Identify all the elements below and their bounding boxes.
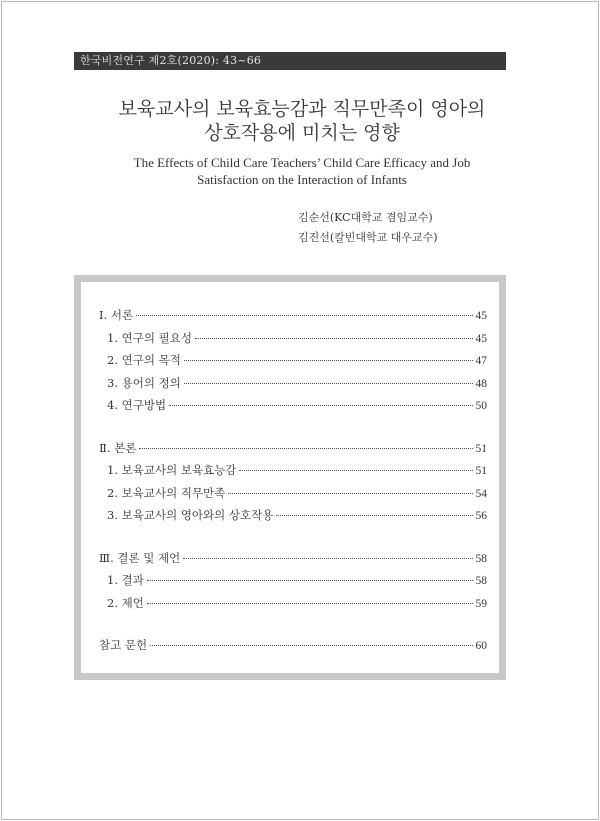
toc-page-number: 54 [475,487,487,500]
page [1,1,599,820]
korean-title-line-1: 보육교사의 보육효능감과 직무만족이 영아의 [118,98,486,120]
toc-label: 1. 결과 [107,573,144,587]
toc-leader [169,405,472,406]
toc-leader [184,383,473,384]
toc-leader [139,448,472,449]
toc-page-number: 47 [475,355,487,367]
toc-entry-necessity[interactable] [99,330,487,353]
toc-page-number: 58 [475,552,487,565]
korean-title [2,97,600,145]
toc-page-number: 50 [475,400,487,412]
toc-page-number: 59 [475,597,487,610]
toc-label: 3. 보육교사의 영아와의 상호작용 [107,508,274,522]
toc-leader [136,315,472,316]
toc-label: 2. 연구의 목적 [107,353,181,367]
table-of-contents [74,275,506,680]
toc-entry-efficacy[interactable] [99,462,487,485]
toc-label: Ⅱ. 본론 [99,440,137,455]
journal-header: 한국비전연구 제2호(2020): 43~66 [74,52,506,70]
toc-page-number: 51 [475,442,487,455]
toc-leader [150,645,472,646]
author-list [298,208,438,248]
toc-label: 1. 보육교사의 보육효능감 [107,463,237,477]
toc-label: Ⅰ. 서론 [99,308,134,322]
toc-label: 4. 연구방법 [107,398,167,412]
toc-entry-purpose[interactable] [99,352,487,375]
toc-entry-interaction[interactable] [99,507,487,530]
toc-entry-introduction[interactable] [99,307,487,330]
toc-label: Ⅲ. 결론 및 제언 [99,550,181,565]
toc-page-number: 51 [475,465,487,477]
toc-entry-suggestions[interactable] [99,595,487,618]
toc-page-number: 56 [475,510,487,522]
english-title [2,154,600,188]
toc-entry-references[interactable] [99,637,487,660]
toc-leader [184,360,473,361]
toc-label: 1. 연구의 필요성 [107,330,192,345]
toc-leader [239,470,472,471]
toc-page-number: 45 [475,332,487,345]
toc-page-number: 58 [475,575,487,587]
author-1: 김순선(KC대학교 겸임교수) [298,211,433,224]
toc-page-number: 60 [475,640,487,652]
toc-entry-method[interactable] [99,397,487,420]
toc-leader [147,603,473,604]
toc-entry-conclusion[interactable] [99,550,487,573]
toc-leader [183,558,472,559]
toc-label: 2. 제언 [107,595,144,610]
toc-label: 참고 문헌 [99,638,148,652]
toc-leader [147,580,473,581]
toc-page-number: 45 [475,310,487,322]
toc-panel [81,282,499,673]
toc-label: 2. 보육교사의 직무만족 [107,485,226,500]
english-title-line-2: Satisfaction on the Interaction of Infants [197,172,407,187]
korean-title-line-2: 상호작용에 미치는 영향 [204,122,400,144]
toc-label: 3. 용어의 정의 [107,375,181,390]
toc-page-number: 48 [475,377,487,390]
toc-entry-results[interactable] [99,572,487,595]
toc-entry-body[interactable] [99,440,487,463]
toc-leader [195,338,473,339]
toc-leader [276,515,472,516]
toc-entry-definitions[interactable] [99,375,487,398]
english-title-line-1: The Effects of Child Care Teachers’ Child Care Efficacy and Job [133,155,471,170]
toc-leader [228,493,472,494]
toc-entry-job-satisfaction[interactable] [99,485,487,508]
author-2: 김진선(칼빈대학교 대우교수) [298,231,438,244]
